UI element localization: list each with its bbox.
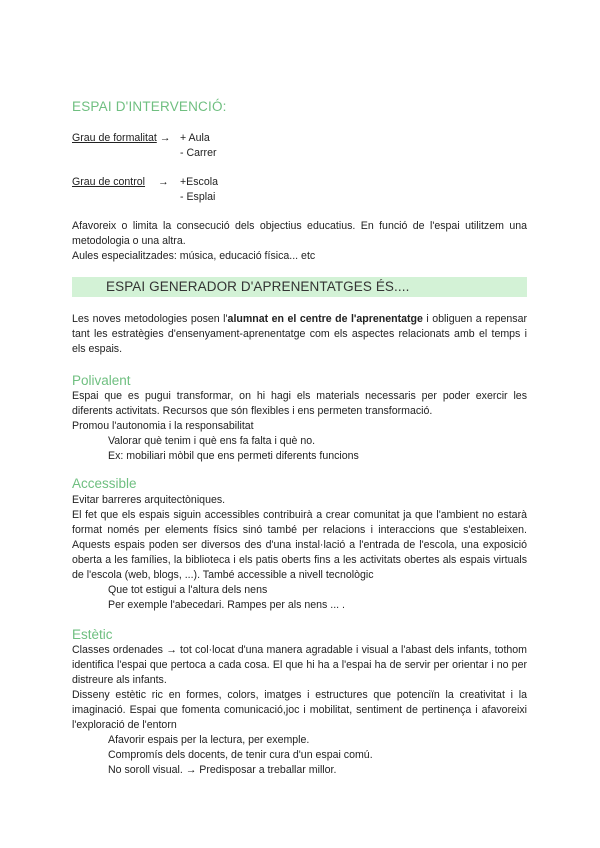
highlight-banner bbox=[72, 277, 527, 297]
paragraph: El fet que els espais siguin accessibles contribuirà a crear comunitat ja que l'ambient no estarà format només per elements físics sinó també per relacions i interaccions que s'estableixen. Aquests espais poden ser diversos des d'una instal·lació a l'entrada de l'escola, una exposició oberta a les famílies, la biblioteca i els patis oberts fins a les activitats obertes als espais virtuals de l'escola (web, blogs, ...). També accessible a nivell tecnològic bbox=[72, 509, 527, 581]
grau-formalitat-item: + Aula bbox=[180, 132, 210, 144]
arrow-icon: → bbox=[158, 176, 169, 188]
estetic-body bbox=[72, 643, 527, 778]
espai-intervencio-text bbox=[72, 219, 527, 264]
accessible-body bbox=[72, 493, 527, 613]
indented-line: No soroll visual. → Predisposar a treballar millor. bbox=[108, 764, 337, 776]
indented-line: Per exemple l'abecedari. Rampes per als nens ... . bbox=[108, 599, 345, 611]
grau-formalitat-label: Grau de formalitat bbox=[72, 132, 157, 144]
grau-control-item: +Escola bbox=[180, 176, 218, 188]
grau-formalitat-item: - Carrer bbox=[180, 147, 217, 159]
intro-after: i obliguen a repensar tant les estratègies d'ensenyament-aprenentatge com els aspectes relacionats amb el temps i els espais. bbox=[72, 313, 527, 355]
banner-title: ESPAI GENERADOR D'APRENENTATGES ÉS.... bbox=[106, 279, 410, 294]
polivalent-body bbox=[72, 389, 527, 464]
paragraph: Afavoreix o limita la consecució dels objectius educatius. En funció de l'espai utilitzem una metodologia o una altra. bbox=[72, 220, 527, 247]
indented-line: Ex: mobiliari mòbil que ens permeti diferents funcions bbox=[108, 450, 359, 462]
section-heading-espai-intervencio: ESPAI D'INTERVENCIÓ: bbox=[72, 99, 227, 114]
grau-control-item: - Esplai bbox=[180, 191, 216, 203]
grau-formalitat bbox=[72, 131, 217, 161]
grau-control bbox=[72, 175, 218, 205]
paragraph bbox=[72, 312, 527, 357]
paragraph: Classes ordenades → tot col·locat d'una manera agradable i visual a l'abast dels infants, tothom identifica l'espai que pertoca a cada cosa. El que hi ha a l'espai ha de servir per orientar i no per distreure als infants. bbox=[72, 644, 527, 686]
paragraph: Espai que es pugui transformar, on hi hagi els materials necessaris per poder exercir les diferents activitats. Recursos que són flexibles i ens permeten transformació. bbox=[72, 390, 527, 417]
intro-before: Les noves metodologies posen l' bbox=[72, 313, 228, 325]
grau-control-label: Grau de control bbox=[72, 176, 146, 188]
indented-line: Afavorir espais per la lectura, per exemple. bbox=[108, 734, 310, 746]
intro-paragraph bbox=[72, 312, 527, 357]
paragraph: Evitar barreres arquitectòniques. bbox=[72, 494, 226, 506]
indented-line: Compromís dels docents, de tenir cura d'un espai comú. bbox=[108, 749, 373, 761]
paragraph: Disseny estètic ric en formes, colors, imatges i estructures que potenciïn la creativitat i la imaginació. Espai que fomenta comunicació,joc i mobilitat, sentiment de pertinença i afavoreixi l'exploració de l'entorn bbox=[72, 689, 527, 731]
paragraph: Aules especialitzades: música, educació física... etc bbox=[72, 250, 316, 262]
indented-line: Valorar què tenim i què ens fa falta i què no. bbox=[108, 435, 316, 447]
section-heading-accessible: Accessible bbox=[72, 476, 137, 491]
section-heading-estetic: Estètic bbox=[72, 627, 113, 642]
arrow-icon: → bbox=[159, 132, 171, 144]
section-heading-polivalent: Polivalent bbox=[72, 373, 131, 388]
indented-line: Que tot estigui a l'altura dels nens bbox=[108, 584, 268, 596]
paragraph: Promou l'autonomia i la responsabilitat bbox=[72, 420, 254, 432]
intro-bold: alumnat en el centre de l'aprenentatge bbox=[227, 313, 423, 325]
